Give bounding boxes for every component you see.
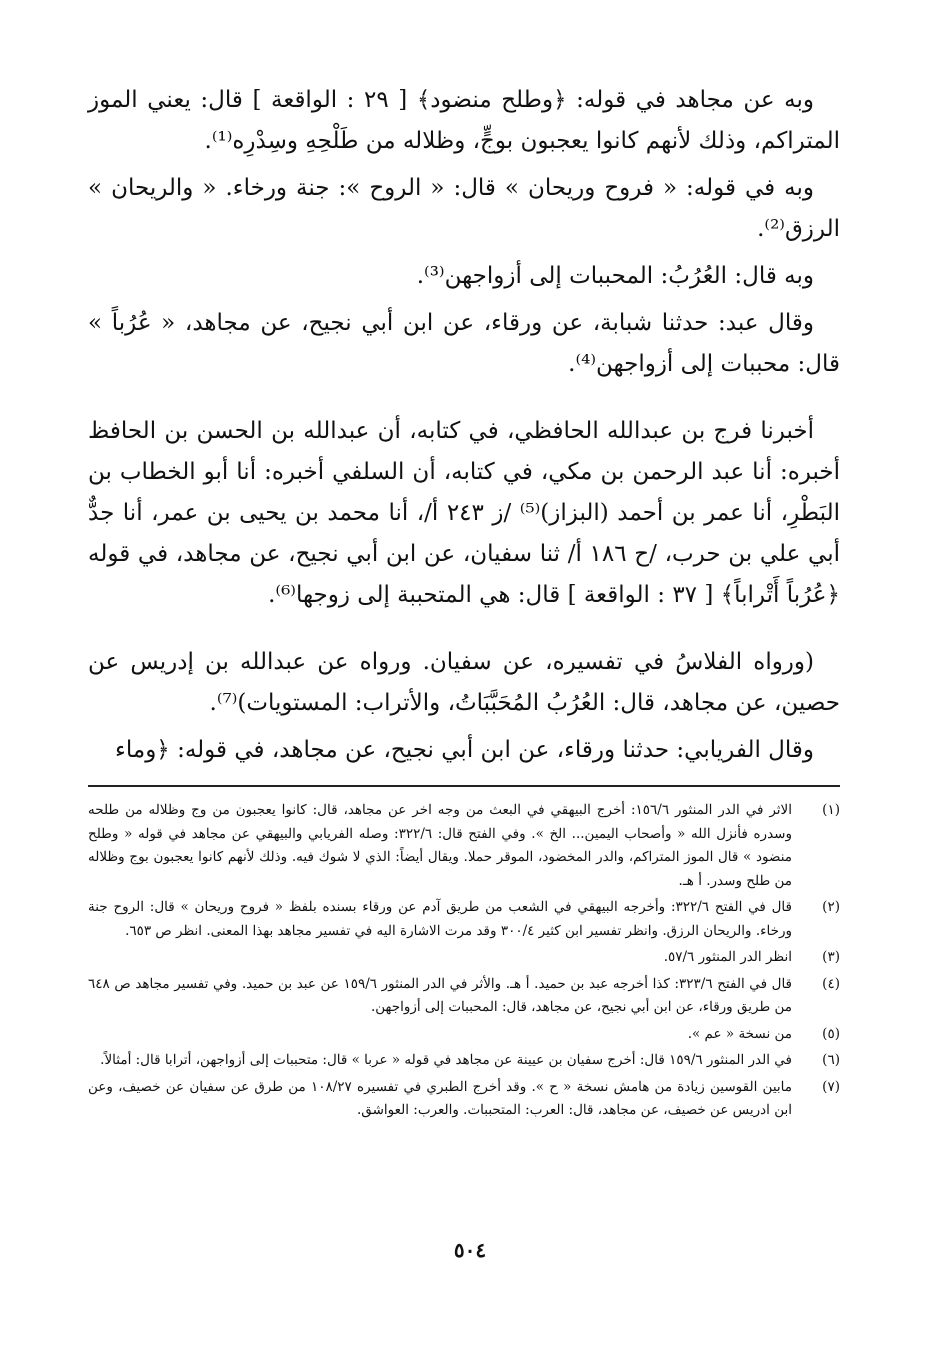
paragraph-6: (ورواه الفلاسُ في تفسيره، عن سفيان. ورواه عن عبدالله بن إدريس عن حصين، عن مجاهد، قال: العُرُبُ المُحَبَّبَاتُ، والأتراب: المستويات)⁽⁷⁾.: [88, 649, 840, 716]
footnote-7: [88, 1076, 840, 1123]
footnote-text: في الدر المنثور ١٥٩/٦ قال: أخرج سفيان بن عيينة عن مجاهد في قوله « عربا » قال: متحببات إلى أزواجهن، أترابا قال: أمثالاً.: [100, 1052, 792, 1068]
paragraph-5: أخبرنا فرج بن عبدالله الحافظي، في كتابه، أن عبدالله بن الحسن بن الحافظ أخبره: أنا عبد الرحمن بن مكي، في كتابه، أن السلفي أخبره: أنا أبو الخطاب بن البَطْرِ، أنا عمر بن أحمد (البزاز)⁽⁵⁾ /ز ٢٤٣ أ/، أنا محمد بن يحيى بن عمر، أنا جدٌّ أبي علي بن حرب، /ح ١٨٦ أ/ ثنا سفيان، عن ابن أبي نجيح، عن مجاهد، في قوله ﴿عُرُباً أَتْراباً﴾ [ ٣٧ : الواقعة ] قال: هي المتحببة إلى زوجها⁽⁶⁾.: [88, 418, 840, 608]
footnote-number: (٦): [822, 1052, 840, 1068]
footnote-text: مابين القوسين زيادة من هامش نسخة « ح ». وقد أخرج الطبري في تفسيره ١٠٨/٢٧ من طرق عن سفيان عن خصيف، وعن ابن ادريس عن خصيف، عن مجاهد، قال: العرب: المتحببات. والعرب: العواشق.: [88, 1078, 792, 1118]
paragraph-3: وبه قال: العُرُبُ: المحببات إلى أزواجهن⁽³⁾.: [416, 263, 814, 289]
footnote-3: [88, 946, 840, 970]
paragraph-2: وبه في قوله: « فروح وريحان » قال: « الروح »: جنة ورخاء. « والريحان » الرزق⁽²⁾.: [88, 175, 840, 242]
footnote-number: (٣): [822, 949, 840, 965]
footnote-text: قال في الفتح ٣٢٣/٦: كذا أخرجه عبد بن حميد. أ هـ. والأثر في الدر المنثور ١٥٩/٦ عن عبد بن حميد. وفي تفسير مجاهد ص ٦٤٨ من طريق ورقاء، عن ابن أبي نجيح، عن مجاهد، قال: المحببات إلى أزواجهن.: [88, 975, 793, 1015]
footnote-text: انظر الدر المنثور ٥٧/٦.: [663, 949, 792, 965]
footnote-number: (٥): [822, 1025, 840, 1042]
page-number: ٥٠٤: [453, 1238, 487, 1262]
footnote-text: الاثر في الدر المنثور ١٥٦/٦: أخرج البيهقي في البعث من وجه اخر عن مجاهد، قال: كانوا يعجبون من وج وظلاله من طلحه وسدره فأنزل الله « وأصحاب اليمين... الخ ». وفي الفتح قال: ٣٢٢/٦: وصله الفريابي والبيهقي عن مجاهد في قوله « وطلح منضود » قال الموز المتراكم، والدر المخضود، الموقر حملا. ويقال أيضاً: الذي لا شوك فيه. وذلك لأنهم كانوا يعجبون بوج وظلاله من طلح وسدر. أ هـ.: [88, 802, 792, 889]
page-body: [88, 80, 840, 1126]
paragraph-4: وقال عبد: حدثنا شبابة، عن ورقاء، عن ابن أبي نجيح، عن مجاهد، « عُرُباً » قال: محببات إلى أزواجهن⁽⁴⁾.: [88, 310, 840, 377]
footnote-number: (٢): [822, 899, 840, 915]
paragraph-1: وبه عن مجاهد في قوله: ﴿وطلح منضود﴾ [ ٢٩ : الواقعة ] قال: يعني الموز المتراكم، وذلك لأنهم كانوا يعجبون بوجٍّ، وظلاله من طَلْحِهِ وسِدْرِه⁽¹⁾.: [88, 87, 840, 154]
footnote-6: [88, 1049, 840, 1073]
footnote-number: (٧): [822, 1078, 840, 1095]
footnotes: [88, 799, 840, 1123]
footnote-2: [88, 896, 840, 943]
footnote-text: من نسخة « عم ».: [687, 1025, 792, 1042]
footnote-1: [88, 799, 840, 893]
footnote-4: [88, 973, 840, 1020]
footnote-text: قال في الفتح ٣٢٢/٦: وأخرجه البيهقي في الشعب من طريق آدم عن ورقاء بسنده بلفظ « فروح وريحان » قال: الروح جنة ورخاء. والريحان الرزق. وانظر تفسير ابن كثير ٣٠٠/٤ وقد مرت الاشارة اليه في تفسير مجاهد بهذا المعنى. انظر ص ٦٥٣.: [88, 899, 793, 939]
paragraph-7: وقال الفريابي: حدثنا ورقاء، عن ابن أبي نجيح، عن مجاهد، في قوله: ﴿وماء: [115, 737, 814, 763]
footnote-number: (١): [822, 802, 840, 818]
footnote-number: (٤): [822, 975, 840, 992]
footnote-divider: [88, 785, 840, 787]
footnote-5: [88, 1023, 840, 1047]
